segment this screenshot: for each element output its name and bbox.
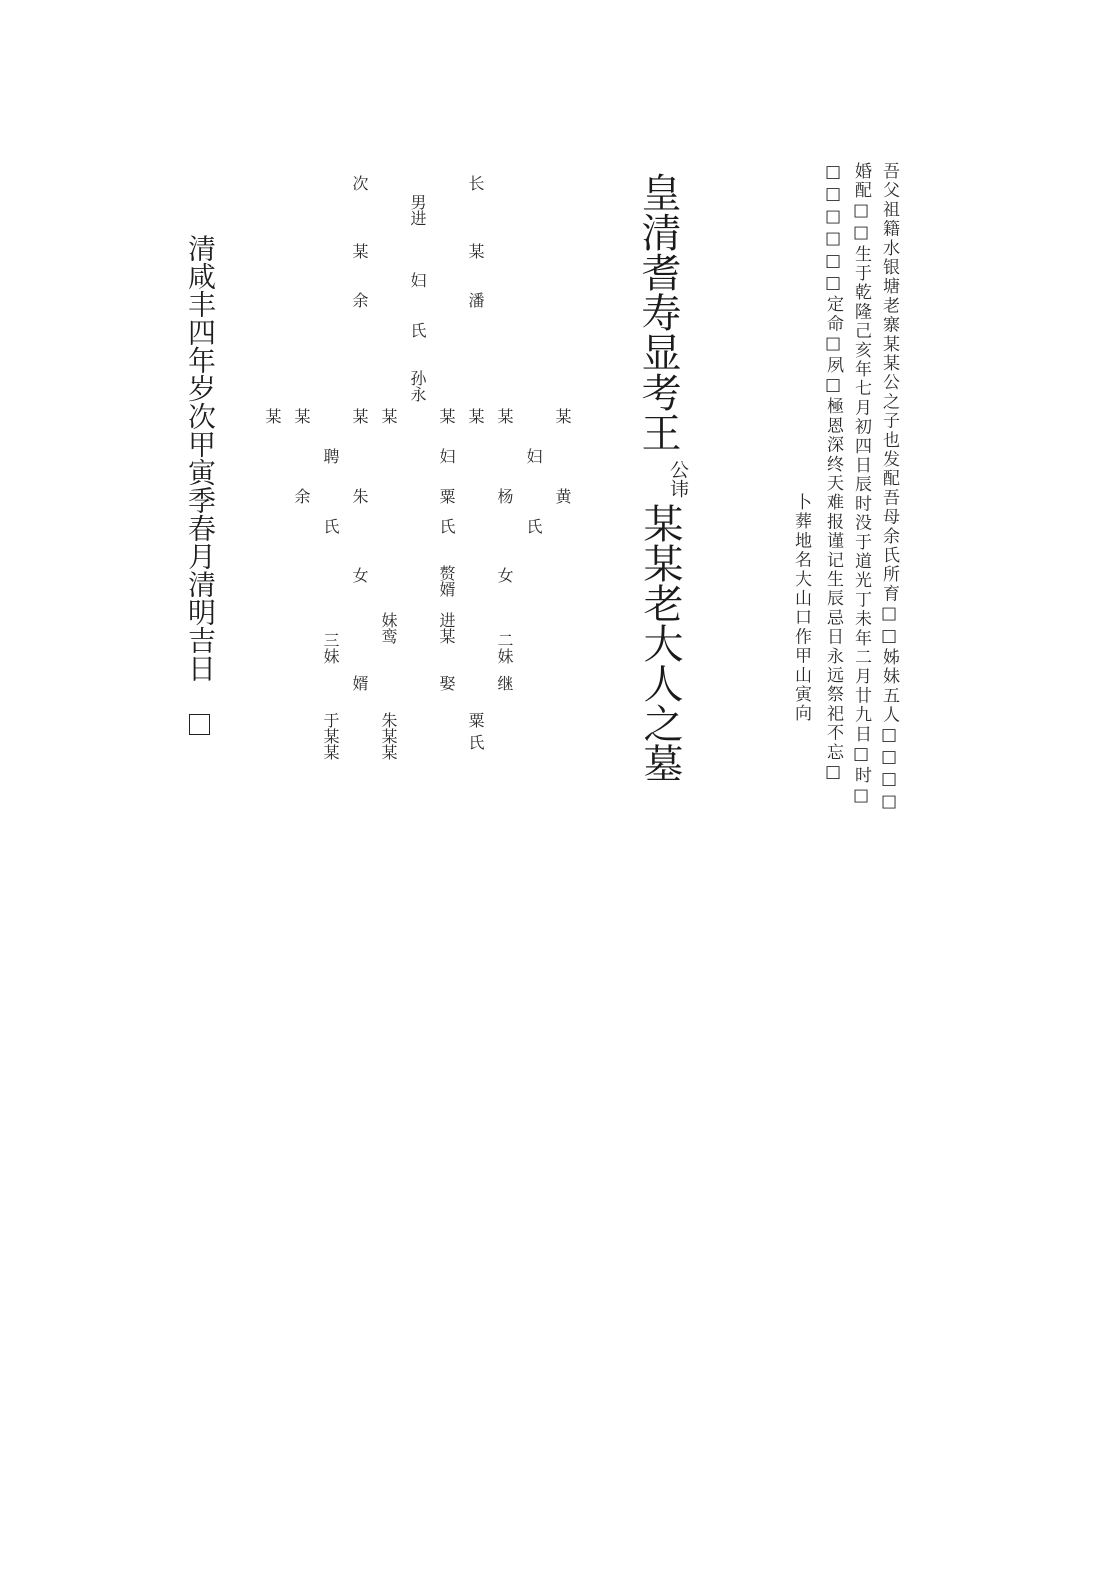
inscription-line-3: □□□□□□定命□夙□極恩深终天难报谨记生辰忌日永远祭祀不忘□ (823, 162, 843, 785)
family-text: 女 (350, 567, 369, 583)
family-text: 朱某某 (379, 712, 398, 760)
tomb-title-name: 某某老大人之墓 (637, 503, 683, 783)
tomb-title-main: 皇清耆寿显考王 (635, 172, 681, 452)
family-text: 二妹 (495, 632, 514, 664)
family-text: 妇 (408, 272, 427, 288)
family-text: 余 (350, 292, 369, 308)
family-text: 氏 (524, 518, 543, 534)
family-text: 妹鸾 (379, 612, 398, 644)
family-text: 赘婿 (437, 565, 456, 597)
family-text: 进某 (437, 612, 456, 644)
family-text: 次 (350, 175, 369, 191)
family-text: 某 (466, 408, 485, 424)
family-text: 氏 (321, 518, 340, 534)
family-text: 黄 (553, 488, 572, 504)
date-line: 清咸丰四年岁次甲寅季春月清明吉日 (184, 234, 217, 682)
family-text: 聘 (321, 448, 340, 464)
family-text: 某 (379, 408, 398, 424)
inscription-line-1: 吾父祖籍水银塘老寨某某公之子也发配吾母余氏所育□□姊妹五人□□□□ (879, 162, 899, 814)
inscription-line-4: 卜葬地名大山口作甲山寅向 (791, 493, 811, 724)
family-text: 妇 (524, 448, 543, 464)
family-text: 氏 (408, 322, 427, 338)
family-text: 杨 (495, 488, 514, 504)
family-text: 某 (495, 408, 514, 424)
family-text: 氏 (437, 518, 456, 534)
family-text: 某 (553, 408, 572, 424)
family-text: 三妹 (321, 632, 340, 664)
family-text: 某 (263, 408, 282, 424)
family-text: 长 (466, 175, 485, 191)
family-text: 某 (350, 408, 369, 424)
family-text: 氏 (466, 734, 485, 750)
inscription-line-2: 婚配□□生于乾隆己亥年七月初四日辰时没于道光丁未年二月廿九日□时□ (851, 162, 871, 808)
family-text: 某 (437, 408, 456, 424)
family-text: 粟 (466, 712, 485, 728)
family-text: 男进 (408, 194, 427, 226)
family-text: 某 (350, 243, 369, 259)
family-text: 粟 (437, 488, 456, 504)
family-text: 娶 (437, 675, 456, 691)
family-text: 潘 (466, 292, 485, 308)
family-text: 朱 (350, 488, 369, 504)
family-text: 于某某 (321, 712, 340, 760)
family-text: 继 (495, 675, 514, 691)
tomb-title-note: 公讳 (667, 460, 689, 498)
family-text: 孙永 (408, 370, 427, 402)
family-text: 某 (466, 243, 485, 259)
family-text: 女 (495, 567, 514, 583)
family-text: 余 (292, 488, 311, 504)
family-text: 某 (292, 408, 311, 424)
family-text: 婿 (350, 675, 369, 691)
family-text: 妇 (437, 448, 456, 464)
seal-box-icon (189, 714, 210, 735)
